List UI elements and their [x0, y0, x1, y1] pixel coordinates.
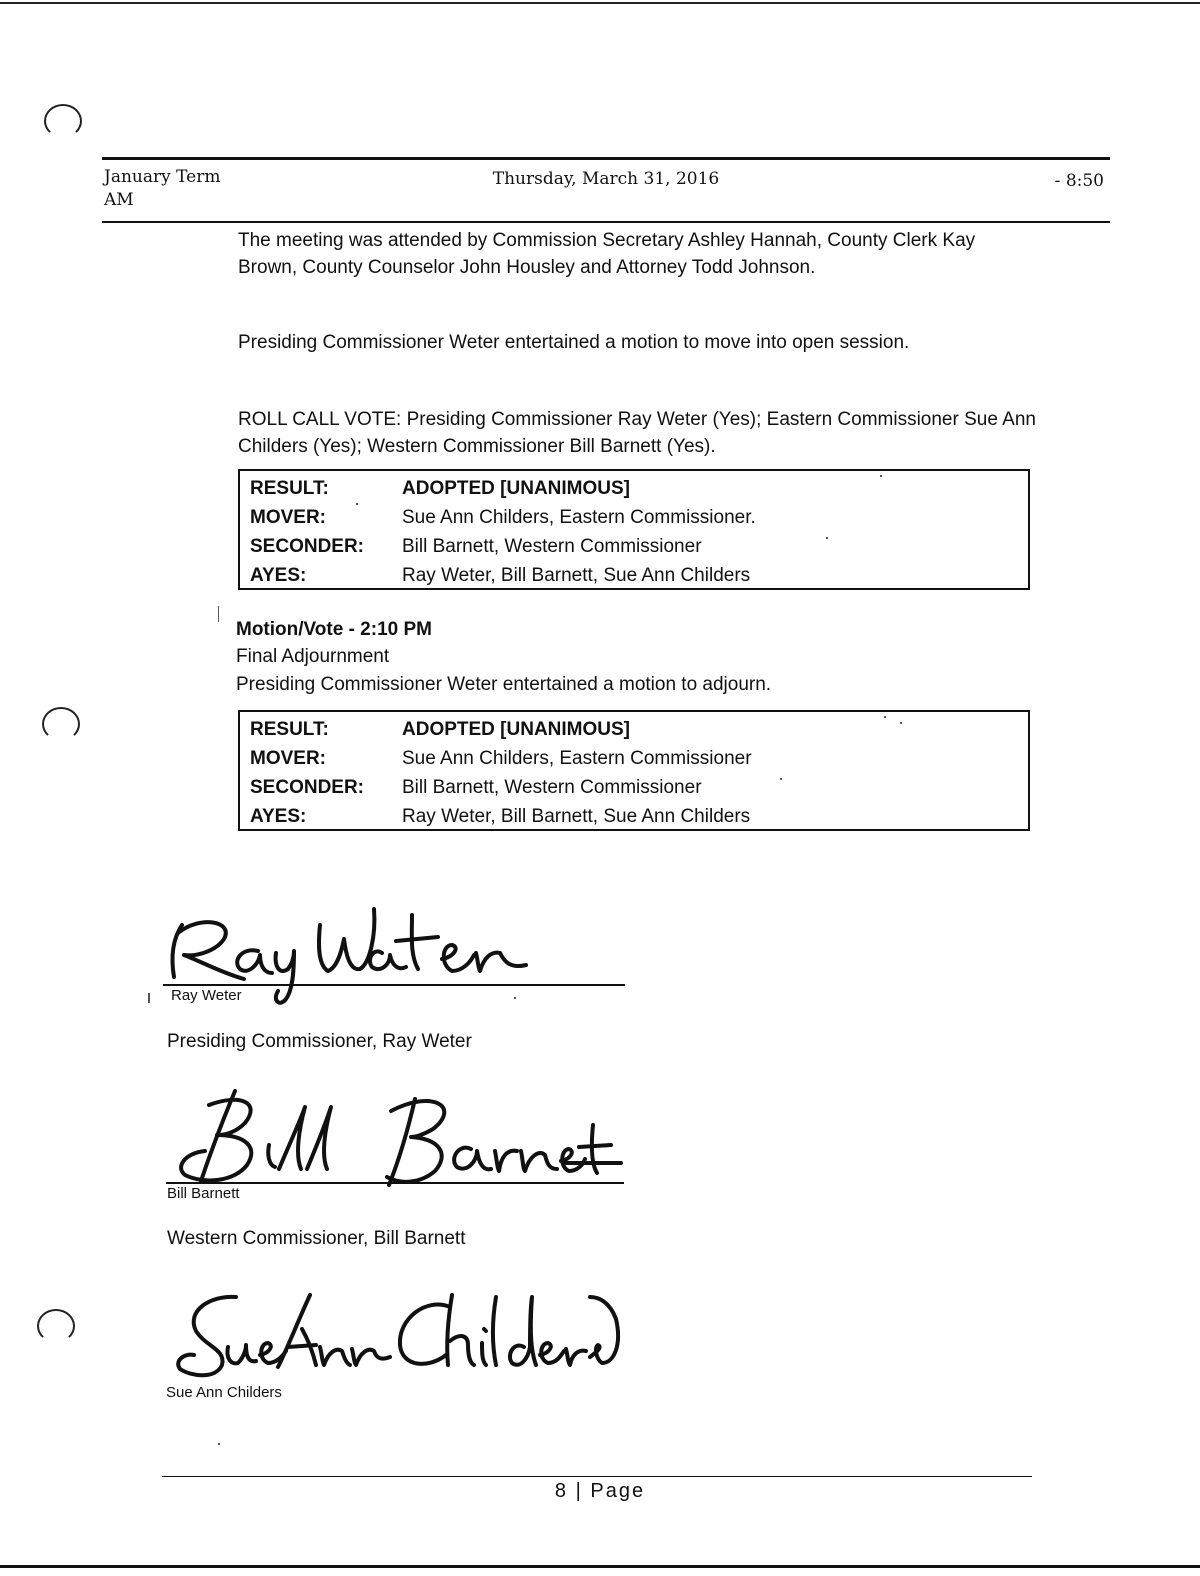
vote-value: Sue Ann Childers, Eastern Commissioner. — [402, 507, 756, 528]
vote-label: MOVER: — [250, 748, 326, 769]
vote-label: MOVER: — [250, 507, 326, 528]
page-number-label: Page — [590, 1480, 646, 1502]
header-time: - 8:50 — [1054, 171, 1104, 191]
signature-line-ray-weter — [163, 984, 625, 986]
vote-value: ADOPTED [UNANIMOUS] — [402, 719, 630, 740]
signature-sue-ann-childers-handwriting — [170, 1285, 630, 1385]
vote-value: Bill Barnett, Western Commissioner — [402, 777, 702, 798]
vote-row-mover — [250, 503, 1028, 532]
vote-row-seconder — [250, 773, 1028, 802]
motion-subtitle: Final Adjournment — [236, 646, 390, 667]
signature-bill-barnett-handwriting — [165, 1085, 625, 1195]
signature-line-bill-barnett — [166, 1182, 624, 1184]
vote-label: SECONDER: — [250, 536, 365, 557]
signature-title-ray-weter: Presiding Commissioner, Ray Weter — [167, 1031, 472, 1052]
binder-hole-middle — [42, 707, 80, 741]
page-number — [0, 1480, 1200, 1503]
scan-top-edge — [0, 2, 1200, 4]
vote-result-box-open-session — [238, 469, 1030, 590]
vote-row-ayes — [250, 802, 1028, 831]
vote-label: AYES: — [250, 565, 307, 586]
vote-value: Ray Weter, Bill Barnett, Sue Ann Childers — [402, 565, 751, 586]
header-am: AM — [104, 190, 134, 210]
vote-value: Sue Ann Childers, Eastern Commissioner — [402, 748, 752, 769]
binder-hole-bottom — [37, 1309, 75, 1343]
vote-row-mover — [250, 744, 1028, 773]
header-bottom-rule — [102, 221, 1110, 223]
vote-label: SECONDER: — [250, 777, 365, 798]
vote-row-result — [250, 715, 1028, 744]
header-top-rule — [102, 157, 1110, 160]
vote-label: RESULT: — [250, 719, 329, 740]
signature-printed-bill-barnett: Bill Barnett — [167, 1185, 240, 1202]
page-number-separator: | — [575, 1480, 583, 1502]
header-term: January Term — [104, 167, 221, 187]
vote-label: RESULT: — [250, 478, 329, 499]
page-number-value: 8 — [554, 1480, 569, 1502]
vote-label: AYES: — [250, 806, 307, 827]
signature-title-bill-barnett: Western Commissioner, Bill Barnett — [167, 1228, 466, 1249]
binder-hole-top — [44, 104, 82, 138]
roll-call-paragraph: ROLL CALL VOTE: Presiding Commissioner Ray Weter (Yes); Eastern Commissioner Sue Ann Childers (Yes); Western Commissioner Bill Barnett (Yes). — [238, 409, 1036, 457]
attendance-paragraph: The meeting was attended by Commission Secretary Ashley Hannah, County Clerk Kay Brown, County Counselor John Housley and Attorney Todd Johnson. — [238, 230, 976, 278]
vote-result-box-adjournment — [238, 710, 1030, 831]
vote-value: ADOPTED [UNANIMOUS] — [402, 478, 630, 499]
signature-printed-ray-weter: Ray Weter — [171, 987, 242, 1004]
scan-bottom-edge — [0, 1565, 1200, 1568]
motion-title: Motion/Vote - 2:10 PM — [236, 619, 432, 640]
vote-row-result — [250, 474, 1028, 503]
open-session-paragraph: Presiding Commissioner Weter entertained a motion to move into open session. — [238, 332, 910, 353]
vote-value: Bill Barnett, Western Commissioner — [402, 536, 702, 557]
header-date: Thursday, March 31, 2016 — [492, 169, 720, 189]
footer-rule — [162, 1476, 1032, 1477]
vote-value: Ray Weter, Bill Barnett, Sue Ann Childers — [402, 806, 751, 827]
motion-text: Presiding Commissioner Weter entertained a motion to adjourn. — [236, 674, 772, 695]
vote-row-seconder — [250, 532, 1028, 561]
vote-row-ayes — [250, 561, 1028, 590]
signature-printed-sue-ann-childers: Sue Ann Childers — [166, 1384, 282, 1401]
